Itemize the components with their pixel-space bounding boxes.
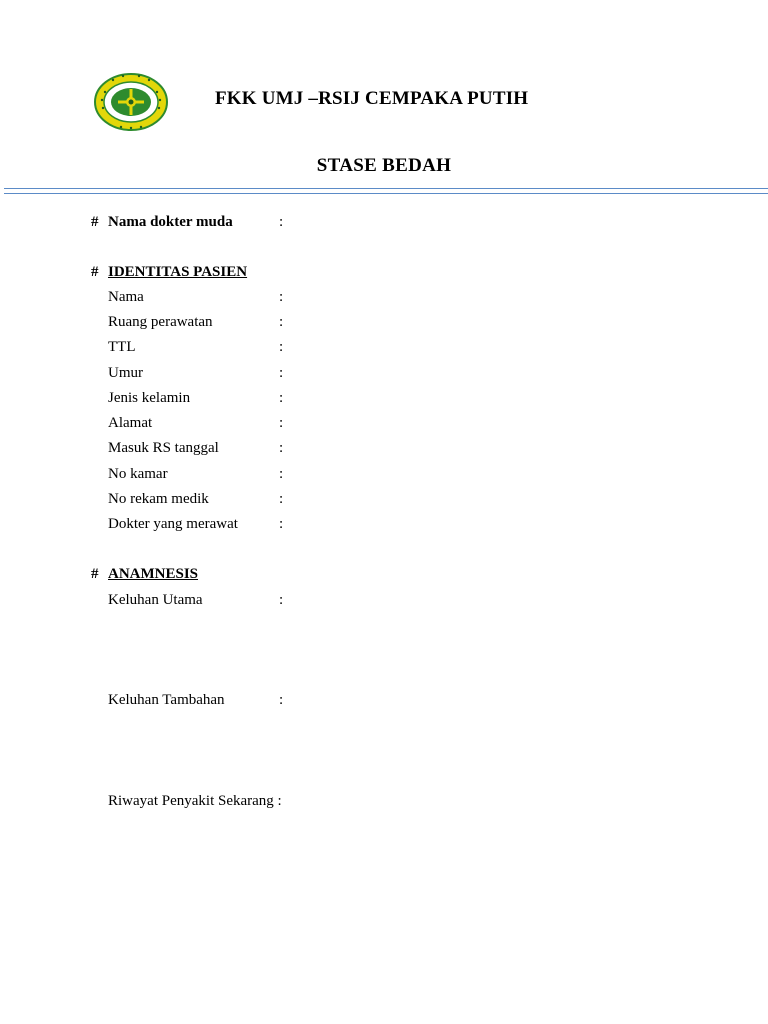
anamnesis-heading: ANAMNESIS (108, 566, 199, 582)
field-label-keluhan-utama: Keluhan Utama (108, 592, 203, 608)
field-label-alamat: Alamat (108, 415, 153, 431)
field-label-dokter-yang-merawat: Dokter yang merawat (108, 516, 238, 532)
field-label-umur: Umur (108, 365, 143, 381)
field-colon: : (279, 214, 284, 230)
document-title: STASE BEDAH (316, 155, 452, 176)
field-label-no-kamar: No kamar (108, 466, 168, 482)
section-marker: # (91, 264, 99, 280)
header-divider-bottom (4, 193, 768, 194)
field-label-masuk-rs-tanggal: Masuk RS tanggal (108, 440, 219, 456)
field-colon: : (279, 415, 284, 431)
identitas-pasien-heading: IDENTITAS PASIEN (108, 264, 248, 280)
section-marker: # (91, 214, 99, 230)
field-colon: : (279, 466, 284, 482)
field-label-riwayat-penyakit-sekarang: Riwayat Penyakit Sekarang : (108, 793, 282, 809)
field-colon: : (279, 516, 284, 532)
field-label-ttl: TTL (108, 339, 136, 355)
field-colon: : (279, 365, 284, 381)
university-seal-logo (93, 72, 169, 132)
field-label-jenis-kelamin: Jenis kelamin (108, 390, 191, 406)
field-label-no-rekam-medik: No rekam medik (108, 491, 209, 507)
institution-title: FKK UMJ –RSIJ CEMPAKA PUTIH (215, 88, 529, 109)
field-colon: : (279, 390, 284, 406)
field-colon: : (279, 339, 284, 355)
field-colon: : (279, 491, 284, 507)
field-colon: : (279, 592, 284, 608)
field-label-keluhan-tambahan: Keluhan Tambahan (108, 692, 225, 708)
field-colon: : (279, 289, 284, 305)
header-divider-top (4, 188, 768, 189)
field-label-nama: Nama (108, 289, 144, 305)
field-colon: : (279, 314, 284, 330)
nama-dokter-muda-label: Nama dokter muda (108, 214, 233, 230)
field-label-ruang-perawatan: Ruang perawatan (108, 314, 213, 330)
field-colon: : (279, 692, 284, 708)
field-colon: : (279, 440, 284, 456)
section-marker: # (91, 566, 99, 582)
